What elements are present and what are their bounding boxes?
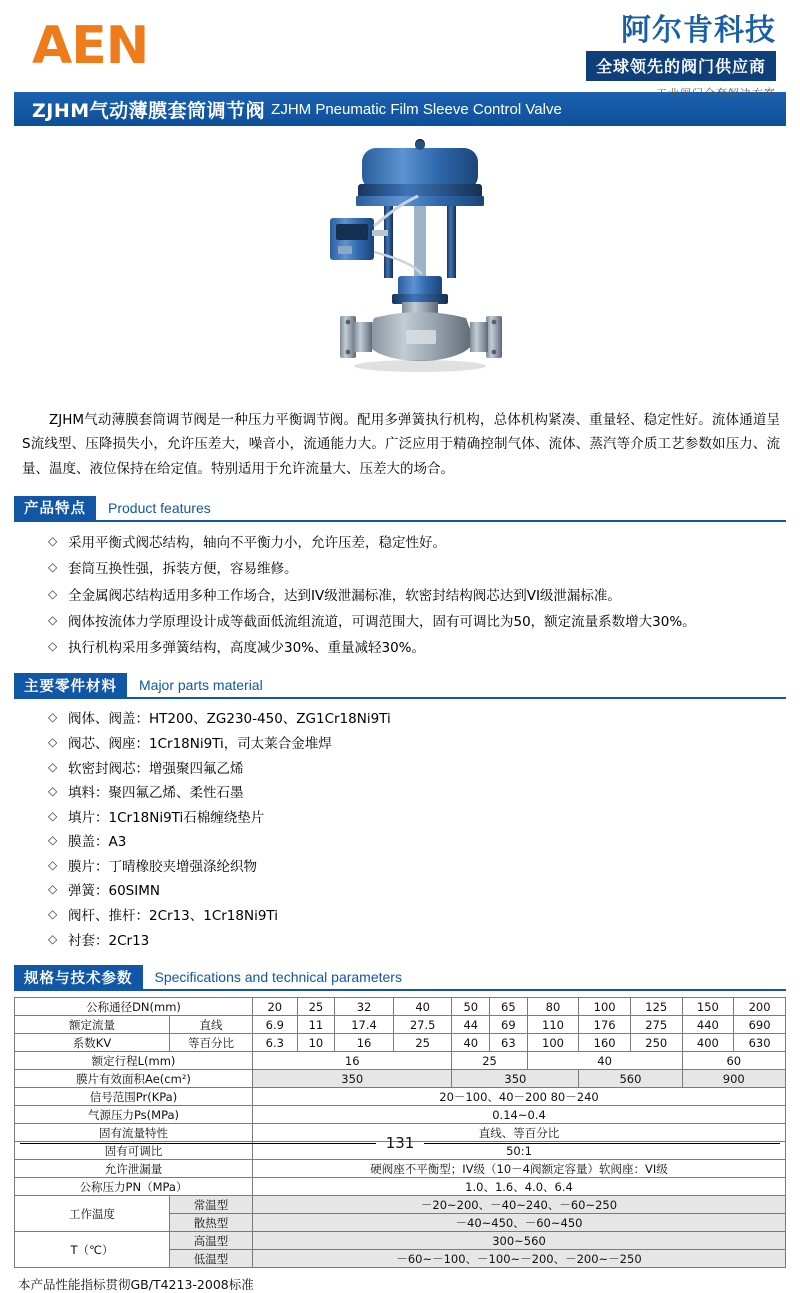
cell: 200: [734, 998, 786, 1016]
row-label: T（℃）: [15, 1232, 170, 1268]
cell: 20－100、40－200 80－240: [253, 1088, 786, 1106]
section-title-cn-specs: 规格与技术参数: [14, 965, 143, 989]
list-item: ◇ 执行机构采用多弹簧结构，高度减少30%、重量减轻30%。: [48, 635, 786, 661]
cell: 10: [297, 1034, 335, 1052]
list-item: ◇ 阀体按流体力学原理设计成等截面低流组流道，可调范围大，固有可调比为50，额定流量系数增大30%。: [48, 609, 786, 635]
product-title-en: ZJHM Pneumatic Film Sleeve Control Valve: [271, 100, 562, 118]
features-list: [14, 530, 786, 662]
row-label: 公称压力PN（MPa）: [15, 1178, 253, 1196]
cell: 0.14~0.4: [253, 1106, 786, 1124]
cell: 60: [682, 1052, 785, 1070]
row-label: 系数KV: [15, 1034, 170, 1052]
list-item: ◇ 衬套：2Cr13: [48, 929, 786, 954]
product-title-cn: ZJHM气动薄膜套筒调节阀: [32, 99, 266, 122]
cell: 63: [490, 1034, 528, 1052]
cell: 100: [527, 1034, 579, 1052]
row-sublabel: 常温型: [170, 1196, 253, 1214]
list-item: ◇ 弹簧：60SIMN: [48, 879, 786, 904]
cell: 65: [490, 998, 528, 1016]
cell: 1.0、1.6、4.0、6.4: [253, 1178, 786, 1196]
cell: 32: [335, 998, 394, 1016]
cell: 400: [682, 1034, 734, 1052]
row-label: 气源压力Ps(MPa): [15, 1106, 253, 1124]
section-title-en-materials: Major parts material: [139, 677, 263, 694]
table-row: [15, 1106, 786, 1124]
cell: 44: [452, 1016, 490, 1034]
section-title-cn-features: 产品特点: [14, 496, 96, 520]
materials-list: [14, 707, 786, 953]
section-header-materials: [14, 673, 786, 699]
table-row: [15, 1052, 786, 1070]
row-sublabel: 直线: [170, 1016, 253, 1034]
table-row: [15, 1232, 786, 1250]
table-row: [15, 1034, 786, 1052]
section-title-en-features: Product features: [108, 499, 211, 516]
cell: －60~－100、－100~－200、－200~－250: [253, 1250, 786, 1268]
row-sublabel: 高温型: [170, 1232, 253, 1250]
cell: 110: [527, 1016, 579, 1034]
cell: 20: [253, 998, 298, 1016]
cell: 11: [297, 1016, 335, 1034]
list-item: ◇ 膜盖：A3: [48, 830, 786, 855]
company-logo: AEN: [32, 16, 149, 76]
cell: 27.5: [393, 1016, 452, 1034]
cell: 275: [630, 1016, 682, 1034]
cell: 50:1: [253, 1142, 786, 1160]
cell: 69: [490, 1016, 528, 1034]
row-label: 固有可调比: [15, 1142, 253, 1160]
table-row: [15, 1178, 786, 1196]
cell: 16: [335, 1034, 394, 1052]
list-item: ◇ 阀芯、阀座：1Cr18Ni9Ti，司太莱合金堆焊: [48, 732, 786, 757]
cell: 630: [734, 1034, 786, 1052]
row-label: 工作温度: [15, 1196, 170, 1232]
row-label: 允许泄漏量: [15, 1160, 253, 1178]
cell: 560: [579, 1070, 682, 1088]
cell: 25: [393, 1034, 452, 1052]
cell: 80: [527, 998, 579, 1016]
table-row: [15, 1196, 786, 1214]
cell: 176: [579, 1016, 631, 1034]
row-label: 膜片有效面积Ae(cm²): [15, 1070, 253, 1088]
cell: 直线、等百分比: [253, 1124, 786, 1142]
cell: 350: [253, 1070, 452, 1088]
page-header: [14, 0, 786, 100]
list-item: ◇ 软密封阀芯：增强聚四氟乙烯: [48, 757, 786, 782]
table-row: [15, 1070, 786, 1088]
cell: 300~560: [253, 1232, 786, 1250]
cell: 150: [682, 998, 734, 1016]
list-item: ◇ 阀杆、推杆：2Cr13、1Cr18Ni9Ti: [48, 904, 786, 929]
intro-paragraph: ZJHM气动薄膜套筒调节阀是一种压力平衡调节阀。配用多弹簧执行机构，总体机构紧凑、重量轻、稳定性好。流体通道呈S流线型、压降损失小，允许压差大，噪音小，流通能力大。广泛应用于精确控制气体、流体、蒸汽等介质工艺参数如压力、流量、温度、液位保持在给定值。特别适用于允许流量大、压差大的场合。: [22, 411, 780, 478]
cell: 40: [527, 1052, 682, 1070]
row-label: 固有流量特性: [15, 1124, 253, 1142]
cell: 17.4: [335, 1016, 394, 1034]
list-item: ◇ 全金属阀芯结构适用多种工作场合，达到IV级泄漏标准，软密封结构阀芯达到VI级泄漏标准。: [48, 583, 786, 609]
cell: 25: [297, 998, 335, 1016]
row-label: 公称通径DN(mm): [15, 998, 253, 1016]
cell: 6.3: [253, 1034, 298, 1052]
cell: 125: [630, 998, 682, 1016]
cell: 40: [393, 998, 452, 1016]
cell: 硬阀座不平衡型；IV级（10－4阀额定容量）软阀座：VI级: [253, 1160, 786, 1178]
cell: 160: [579, 1034, 631, 1052]
row-label: 额定流量: [15, 1016, 170, 1034]
cell: 16: [253, 1052, 452, 1070]
list-item: ◇ 填片：1Cr18Ni9Ti石棉缠绕垫片: [48, 806, 786, 831]
list-item: ◇ 套筒互换性强，拆装方便，容易维修。: [48, 556, 786, 582]
cell: 40: [452, 1034, 490, 1052]
section-header-specs: [14, 965, 786, 991]
product-image-zone: [14, 126, 786, 394]
table-row: [15, 1160, 786, 1178]
section-title-cn-materials: 主要零件材料: [14, 673, 127, 697]
row-label: 额定行程L(mm): [15, 1052, 253, 1070]
list-item: ◇ 填料：聚四氟乙烯、柔性石墨: [48, 781, 786, 806]
footer-rule-right: [424, 1143, 780, 1144]
brand-slogan: 全球领先的阀门供应商: [586, 51, 776, 81]
cell: 25: [452, 1052, 527, 1070]
brand-name: 阿尔肯科技: [621, 13, 776, 48]
brand-subtitle: 工业阀门全套解决方案: [656, 87, 776, 100]
row-sublabel: 低温型: [170, 1250, 253, 1268]
cell: 6.9: [253, 1016, 298, 1034]
list-item: ◇ 采用平衡式阀芯结构，轴向不平衡力小，允许压差，稳定性好。: [48, 530, 786, 556]
cell: 690: [734, 1016, 786, 1034]
cell: 100: [579, 998, 631, 1016]
cell: －40~450、－60~450: [253, 1214, 786, 1232]
table-row: [15, 1016, 786, 1034]
cell: 350: [452, 1070, 579, 1088]
page-footer: [0, 1134, 800, 1152]
footer-rule-left: [20, 1143, 376, 1144]
brand-block: [586, 14, 786, 101]
row-sublabel: 等百分比: [170, 1034, 253, 1052]
cell: 50: [452, 998, 490, 1016]
cell: 440: [682, 1016, 734, 1034]
standard-footnote: 本产品性能指标贯彻GB/T4213-2008标准: [18, 1277, 254, 1293]
table-row: [15, 1088, 786, 1106]
list-item: ◇ 膜片：丁晴橡胶夹增强涤纶织物: [48, 855, 786, 880]
row-label: 信号范围Pr(KPa): [15, 1088, 253, 1106]
cell: 900: [682, 1070, 785, 1088]
specifications-table: [14, 997, 786, 1268]
row-sublabel: 散热型: [170, 1214, 253, 1232]
section-header-features: [14, 496, 786, 522]
section-title-en-specs: Specifications and technical parameters: [154, 969, 402, 986]
page-number: 131: [385, 1134, 415, 1152]
table-row: [15, 998, 786, 1016]
valve-illustration: [314, 134, 534, 384]
cell: －20~200、－40~240、－60~250: [253, 1196, 786, 1214]
cell: 250: [630, 1034, 682, 1052]
list-item: ◇ 阀体、阀盖：HT200、ZG230-450、ZG1Cr18Ni9Ti: [48, 707, 786, 732]
